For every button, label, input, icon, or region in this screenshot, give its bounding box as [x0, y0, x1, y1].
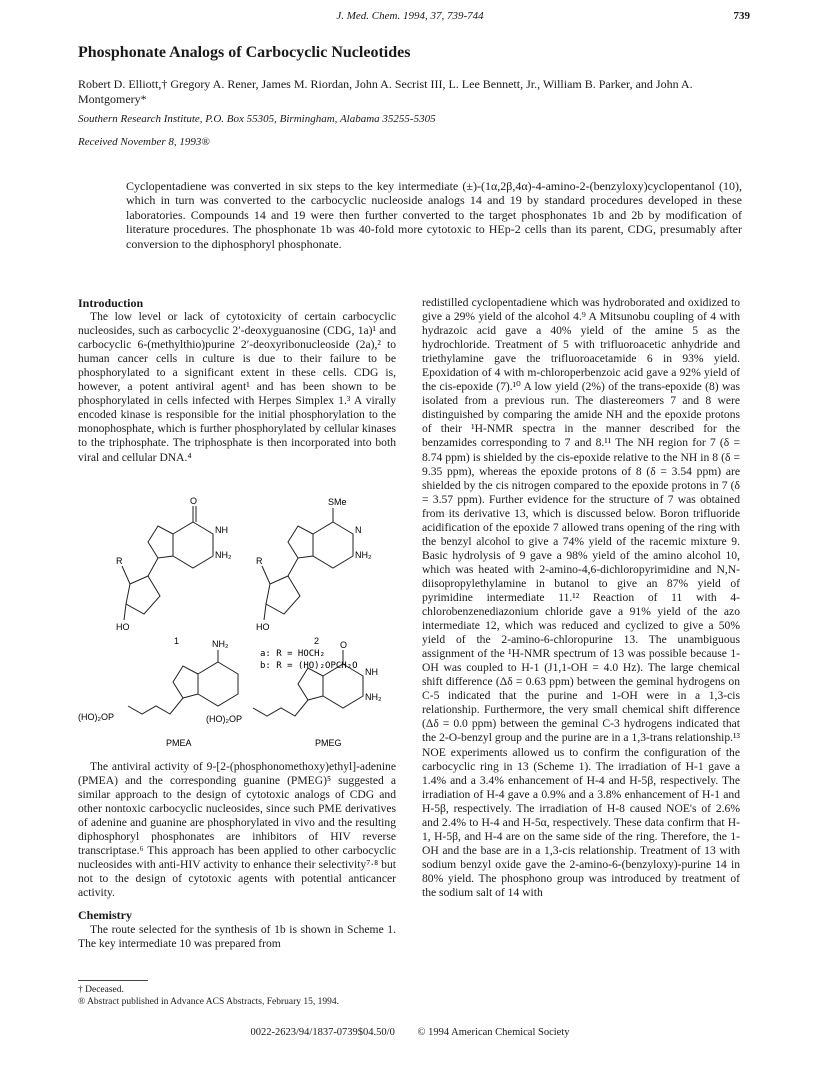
- pmeg-oxygen: O: [340, 640, 348, 650]
- left-column-lower: [78, 760, 396, 951]
- page-number: 739: [733, 10, 750, 22]
- pmeg-label: PMEG: [315, 738, 342, 748]
- page-footer: [0, 1027, 820, 1038]
- pmeg-nh: NH: [365, 667, 378, 677]
- introduction-section: [78, 296, 396, 465]
- c2-ho: HO: [256, 622, 270, 632]
- c2-sme: SMe: [328, 497, 347, 507]
- received-date: Received November 8, 1993®: [78, 136, 210, 148]
- right-column: [422, 296, 740, 900]
- affiliation: Southern Research Institute, P.O. Box 55305, Birmingham, Alabama 35255-5305: [78, 113, 436, 125]
- pmeg-phosphonate: (HO)₂OP: [206, 714, 242, 724]
- paper-title: Phosphonate Analogs of Carbocyclic Nucleotides: [78, 44, 411, 61]
- article-code: 0022-2623/94/1837-0739$04.50/0: [250, 1027, 395, 1038]
- chemistry-paragraph-1: The route selected for the synthesis of 1b is shown in Scheme 1. The key intermediate 10 was prepared from: [78, 922, 396, 950]
- copyright: © 1994 American Chemical Society: [417, 1027, 570, 1038]
- pmea-nh2: NH₂: [212, 639, 229, 649]
- pmeg-nh2: NH₂: [365, 692, 382, 702]
- compound-2a-label: a: R = HOCH₂: [260, 649, 326, 659]
- chemistry-heading: Chemistry: [78, 908, 132, 923]
- c2-nh2: NH₂: [355, 550, 372, 560]
- journal-header: J. Med. Chem. 1994, 37, 739-744: [336, 10, 484, 22]
- c1-oxygen: O: [190, 496, 198, 506]
- pmea-label: PMEA: [166, 738, 192, 748]
- pmea-phosphonate: (HO)₂OP: [78, 712, 114, 722]
- compound-1-label: 1: [174, 636, 180, 646]
- introduction-paragraph-1: The low level or lack of cytotoxicity of certain carbocyclic nucleosides, such as carbocyclic 2′-deoxyguanosine (CDG, 1a)¹ and carbocyclic 6-(methylthio)purine 2′-deoxyribonucleoside (2a),² to human cancer cells in culture is due to their failure to be phosphorylated to a significant extent in these cells. CDG is, however, a potent antiviral agent¹ and has been shown to be phosphorylated in cells infected with Herpes Simplex 1.³ A virally encoded kinase is responsible for the initial phosphorylation to the monophosphate, which is further phosphorylated by cellular kinases to the triphosphate. The triphosphate is then incorporated into both viral and cellular DNA.⁴: [78, 310, 396, 464]
- footnote-deceased: † Deceased.: [78, 985, 124, 995]
- right-column-text: redistilled cyclopentadiene which was hydroborated and oxidized to give a 29% yield of the alcohol 4.⁹ A Mitsunobu coupling of 4 with hydrazoic acid gave a 40% yield of the amine 5 as the hydrochloride. Treatment of 5 with trifluoroacetic anhydride and triethylamine gave the trifluoroacetamide 6 in 93% yield. Epoxidation of 4 with m-chloroperbenzoic acid gave a 92% yield of the cis-epoxide (7).¹⁰ A low yield (2%) of the trans-epoxide (8) was isolated from a previous run. The diastereomers 7 and 8 were distinguished by comparing the amide NH and the epoxide protons of their ¹H-NMR spectra in the manner described for the benzamides corresponding to 7 and 8.¹¹ The NH region for 7 (δ = 8.74 ppm) is shielded by the cis-epoxide relative to the NH in 8 (δ = 9.35 ppm), whereas the epoxide protons of 8 (δ = 3.54 ppm) are shielded by the cis nitrogen compared to the epoxide protons in 7 (δ = 3.57 ppm). Further evidence for the structure of 7 was obtained from its derivative 13, which is discussed below. Boron trifluoride acidification of the epoxide 7 allowed trans opening of the ring with the benzyl alcohol to give a 74% yield of the racemic mixture 9. Basic hydrolysis of 9 gave a 98% yield of the amino alcohol 10, which was heated with 2-amino-4,6-dichloropyrimidine and N,N-diisopropylethylamine in butanol to give an 87% yield of pyrimidine intermediate 11.¹² Reaction of 11 with 4-chlorobenzenediazonium chloride gave a 91% yield of the azo intermediate 12, which was reduced and cyclized to give a 50% yield of the 2-amino-6-chloropurine 13. The unambiguous assignment of the ¹H-NMR spectrum of 13 was possible because 1-OH was coupled to H-1 (J1,1-OH = 4.0 Hz). The large chemical shift difference (Δδ = 0.63 ppm) between the geminal hydrogens on C-5 indicated that the purine and 1-OH were in a 1,3-cis relationship. Furthermore, the very small chemical shift difference (Δδ = 0.0 ppm) between the geminal C-3 hydrogens indicated that the 2-O-benzyl group and the purine are in a 1,3-trans relationship.¹³ NOE experiments allowed us to confirm the configuration of the carbocyclic ring in 13 (Scheme 1). The irradiation of H-1 gave a 1.4% and a 3.4% enhancement of H-4 and H-5β, respectively. The irradiation of H-4 gave a 0.9% and a 3.8% enhancement of H-1 and H-5β, respectively. The irradiation of H-8 caused NOE's of 2.6% and 2.4% to H-4 and H-5α, respectively. These data confirm that H-1, H-5β, and H-4 are on the same side of the ring. Therefore, the 1-OH and the base are in a 1,3-cis relationship. Treatment of 13 with sodium benzyl oxide gave the 2-amino-6-(benzyloxy)-purine 14 in 80% yield. The phosphono group was introduced by treatment of the sodium salt of 14 with: [422, 296, 740, 899]
- compound-2b-label: b: R = (HO)₂OPCH₂O: [260, 661, 358, 671]
- c2-r: R: [256, 556, 263, 566]
- footnote-abstract: ® Abstract published in Advance ACS Abstracts, February 15, 1994.: [78, 996, 340, 1007]
- introduction-heading: Introduction: [78, 296, 144, 310]
- footnote-rule: [78, 980, 148, 981]
- c1-nh: NH: [215, 525, 228, 535]
- c1-ho: HO: [116, 622, 130, 632]
- c2-n: N: [355, 525, 362, 535]
- footnotes: [78, 985, 398, 1008]
- compound-2-label: 2: [314, 636, 320, 646]
- abstract: Cyclopentadiene was converted in six steps to the key intermediate (±)-(1α,2β,4α)-4-amino-2-(benzyloxy)cyclopentanol (10), which in turn was converted to the carbocyclic nucleoside analogs 14 and 19 by standard procedures developed in these laboratories. Compounds 14 and 19 were then further converted to the target phosphonates 1b and 2b by modification of literature procedures. The phosphonate 1b was 40-fold more cytotoxic to HEp-2 cells than its parent, CDG, presumably after conversion to the diphosphoryl phosphonate.: [126, 179, 742, 251]
- introduction-paragraph-2: The antiviral activity of 9-[2-(phosphonomethoxy)ethyl]-adenine (PMEA) and the corresponding guanine (PMEG)⁵ suggested a similar approach to the design of cytotoxic analogs of CDG and other nontoxic carbocyclic nucleosides, since such PME derivatives of adenine and guanine are phosphorylated in vivo and the resulting diphosphoryl phosphonates are inhibitors of HIV reverse transcriptase.⁶ This approach has been applied to other carbocyclic nucleosides with anti-HIV activity to enhance their selectivity⁷·⁸ but not to the design of cytotoxic agents with potential anticancer activity.: [78, 760, 396, 900]
- c1-nh2: NH₂: [215, 550, 232, 560]
- c1-r: R: [116, 556, 123, 566]
- chemical-structures-figure: [78, 494, 408, 754]
- author-list: Robert D. Elliott,† Gregory A. Rener, James M. Riordan, John A. Secrist III, L. Lee Bennett, Jr., William B. Parker, and John A. Montgomery*: [78, 77, 693, 106]
